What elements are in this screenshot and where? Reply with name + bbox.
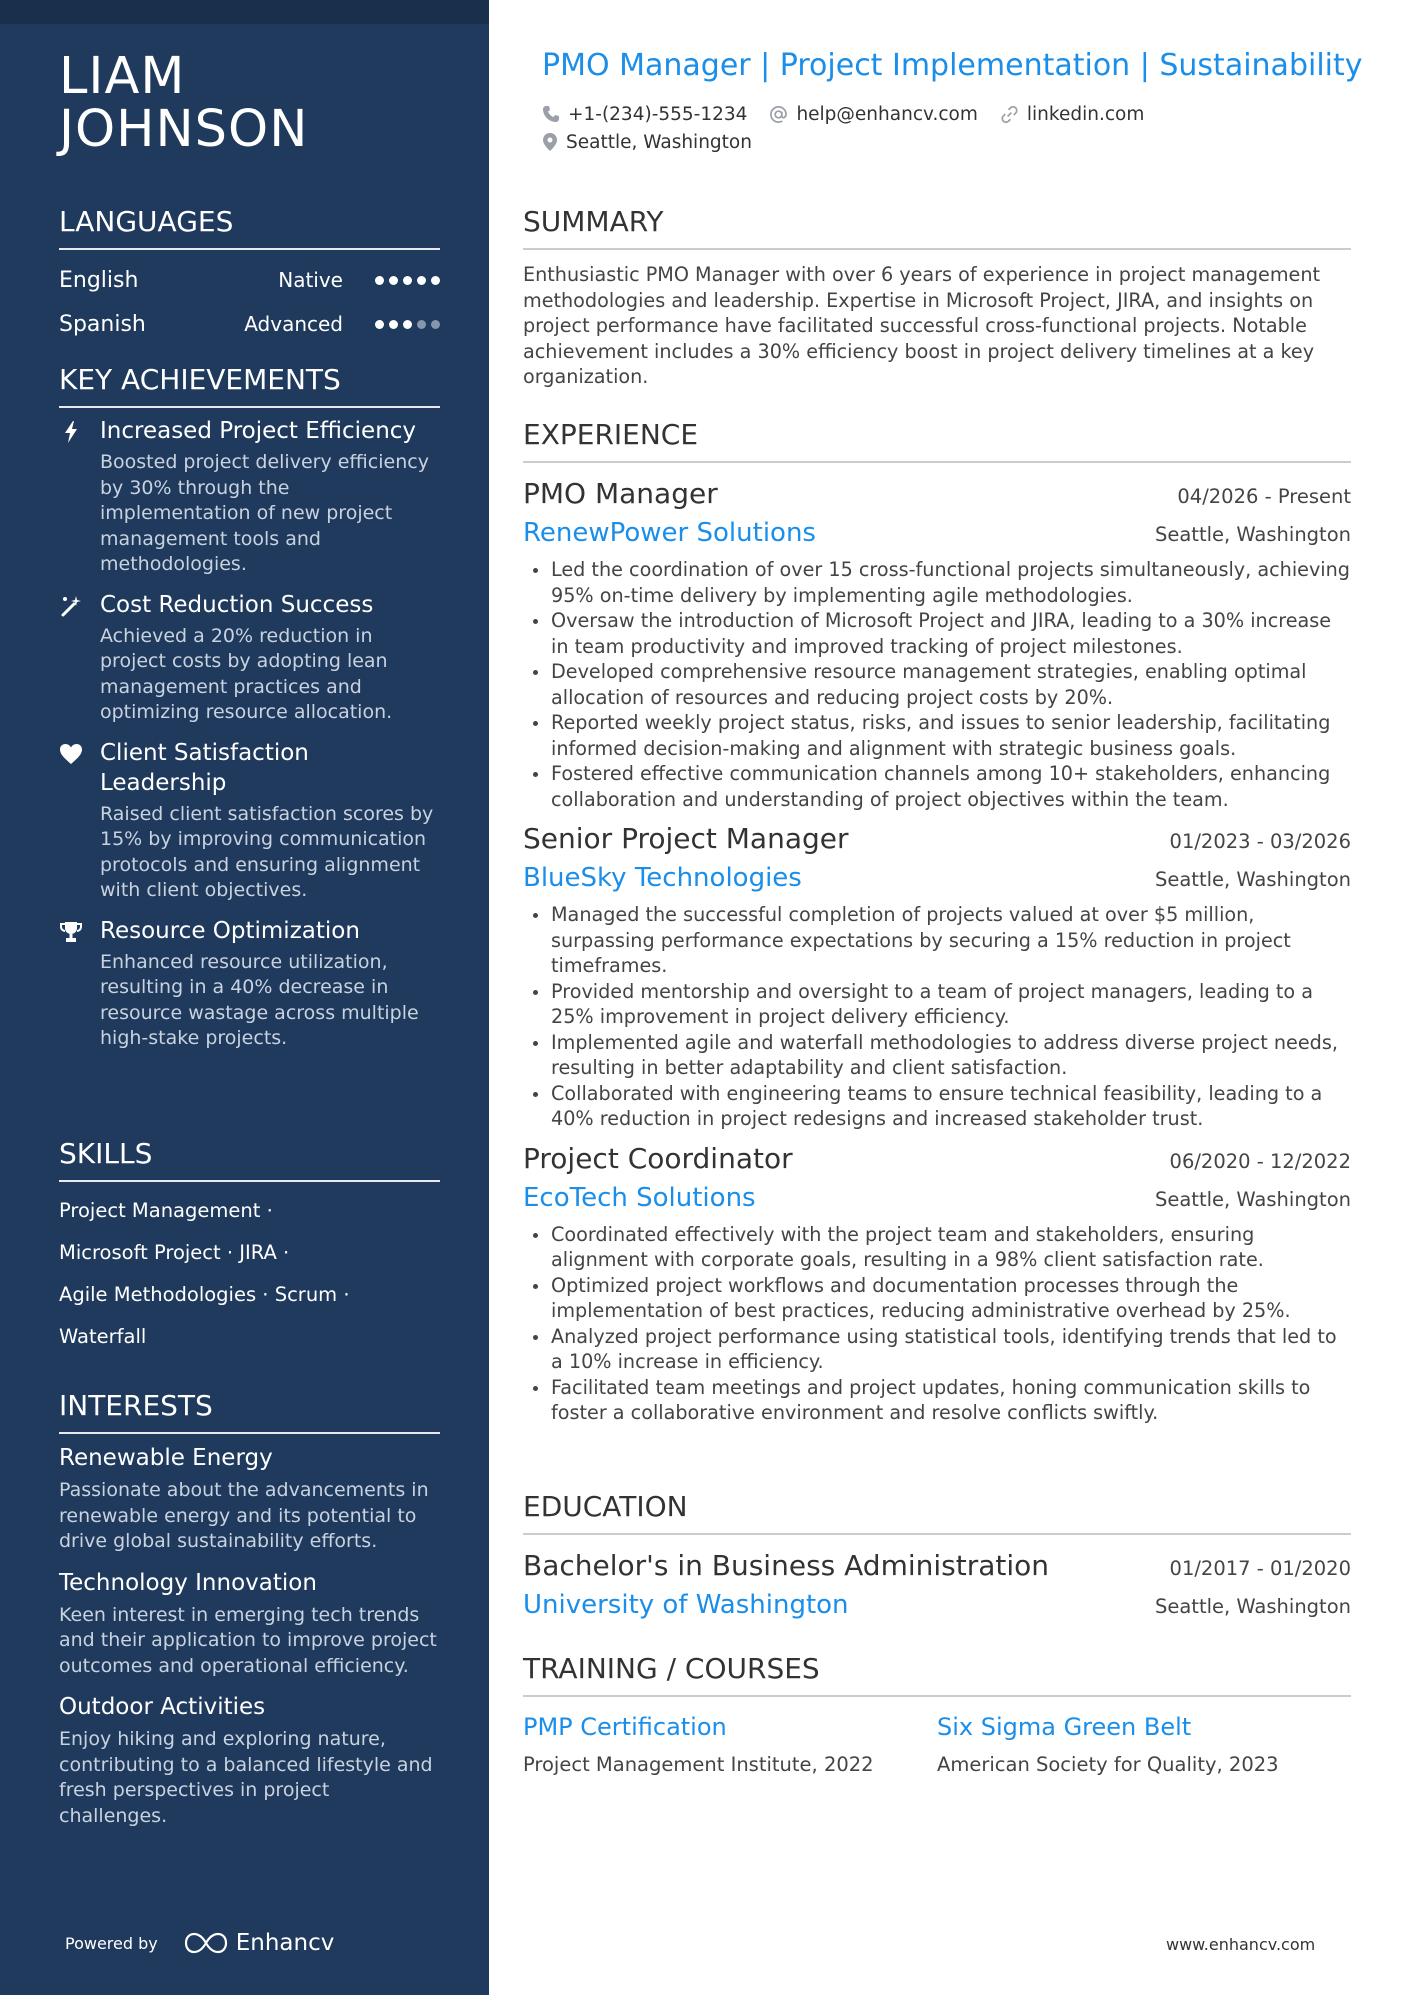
- achievement-desc: Enhanced resource utilization, resulting in a 40% decrease in resource wastage across multiple high-stake projects.: [100, 950, 419, 1049]
- summary-section: [523, 205, 1351, 390]
- achievement-title: Resource Optimization: [100, 917, 360, 944]
- magic-wand-icon: [59, 594, 83, 618]
- enhancv-logo-text: Enhancv: [235, 1930, 335, 1956]
- languages-title: LANGUAGES: [59, 205, 440, 250]
- education-dates: 01/2017 - 01/2020: [1169, 1557, 1351, 1580]
- name-last: JOHNSON: [59, 100, 309, 159]
- bullet: Implemented agile and waterfall methodologies to address diverse project needs, resulting in better adaptability and client satisfaction.: [523, 1030, 1351, 1081]
- training-section: [523, 1652, 1351, 1781]
- job-title: Senior Project Manager: [523, 822, 849, 855]
- website-link[interactable]: www.enhancv.com: [1166, 1935, 1316, 1954]
- skills-title: SKILLS: [59, 1137, 440, 1182]
- bullet: Reported weekly project status, risks, and issues to senior leadership, facilitating informed decision-making and alignment with strategic business goals.: [523, 710, 1351, 761]
- achievement-title: Cost Reduction Success: [100, 591, 374, 618]
- linkedin-text: linkedin.com: [1026, 103, 1145, 125]
- interest-title: Technology Innovation: [59, 1569, 317, 1596]
- experience-section: [523, 418, 1351, 1426]
- language-level: Advanced: [244, 312, 343, 336]
- education-title: EDUCATION: [523, 1490, 1351, 1535]
- summary-text: Enthusiastic PMO Manager with over 6 years of experience in project management methodologies and leadership. Expertise in Microsoft Project, JIRA, and insights on project performance have facilitated successful cross-functional projects. Notable achievement includes a 30% efficiency boost in project delivery timelines at a key organization.: [523, 263, 1321, 388]
- interests-section: [59, 1389, 440, 1841]
- course-item: [523, 1709, 937, 1781]
- phone-icon: [542, 105, 560, 123]
- skill-line: Microsoft Project · JIRA ·: [59, 1241, 290, 1264]
- language-row: [59, 258, 440, 302]
- proficiency-dots: [375, 276, 440, 285]
- powered-by: [65, 1930, 334, 1956]
- experience-title: EXPERIENCE: [523, 418, 1351, 463]
- job-entry: [523, 1140, 1351, 1426]
- achievement-title: Client Satisfaction Leadership: [100, 739, 309, 796]
- bullet: Managed the successful completion of projects valued at over $5 million, surpassing performance expectations by securing a 15% reduction in project timeframes.: [523, 902, 1351, 979]
- language-name: English: [59, 267, 139, 293]
- location-text: Seattle, Washington: [566, 131, 752, 153]
- education-location: Seattle, Washington: [1154, 1595, 1351, 1618]
- dot: [389, 320, 398, 329]
- enhancv-logo-icon: [184, 1932, 228, 1954]
- powered-by-label: Powered by: [65, 1933, 158, 1953]
- job-dates: 04/2026 - Present: [1177, 485, 1351, 508]
- training-title: TRAINING / COURSES: [523, 1652, 1351, 1697]
- interest-item: [59, 1442, 440, 1555]
- bullet: Oversaw the introduction of Microsoft Project and JIRA, leading to a 30% increase in team productivity and improved tracking of project milestones.: [523, 608, 1351, 659]
- dot: [417, 276, 426, 285]
- contact-linkedin[interactable]: [1000, 104, 1144, 125]
- interest-desc: Enjoy hiking and exploring nature, contributing to a balanced lifestyle and fresh perspectives in project challenges.: [59, 1728, 433, 1827]
- contact-location: [542, 132, 752, 153]
- trophy-icon: [59, 920, 83, 944]
- achievement-item: [59, 590, 440, 726]
- achievement-title: Increased Project Efficiency: [100, 418, 417, 444]
- achievement-desc: Boosted project delivery efficiency by 30% through the implementation of new project management tools and methodologies.: [100, 451, 429, 575]
- bullet: Provided mentorship and oversight to a team of project managers, leading to a 25% improvement in project delivery efficiency.: [523, 979, 1351, 1030]
- job-title: Project Coordinator: [523, 1141, 793, 1175]
- achievement-desc: Raised client satisfaction scores by 15% by improving communication protocols and ensuring alignment with client objectives.: [100, 802, 434, 901]
- course-desc: Project Management Institute, 2022: [523, 1753, 874, 1776]
- location-pin-icon: [542, 132, 558, 152]
- language-name: Spanish: [59, 311, 146, 337]
- dot: [431, 320, 440, 329]
- job-location: Seattle, Washington: [1154, 1187, 1351, 1211]
- achievement-item: [59, 416, 440, 578]
- achievement-item: [59, 738, 440, 904]
- main-content: [523, 0, 1363, 1995]
- enhancv-logo[interactable]: [184, 1930, 335, 1956]
- skill-line: Agile Methodologies · Scrum ·: [59, 1283, 350, 1306]
- job-company: BlueSky Technologies: [523, 863, 802, 893]
- dot: [403, 276, 412, 285]
- headline: PMO Manager | Project Implementation | Sustainability: [542, 48, 1363, 83]
- job-company: RenewPower Solutions: [523, 518, 816, 548]
- job-dates: 01/2023 - 03/2026: [1169, 830, 1351, 853]
- interest-desc: Keen interest in emerging tech trends and their application to improve project outcomes and operational efficiency.: [59, 1603, 437, 1677]
- education-entry: [523, 1547, 1351, 1625]
- languages-section: [59, 205, 440, 346]
- bolt-icon: [59, 420, 83, 444]
- job-location: Seattle, Washington: [1154, 523, 1351, 546]
- interest-item: [59, 1691, 440, 1829]
- dot: [389, 276, 398, 285]
- skill-line: Waterfall: [59, 1325, 147, 1348]
- skills-section: [59, 1137, 440, 1358]
- summary-title: SUMMARY: [523, 205, 1351, 250]
- bullet: Collaborated with engineering teams to ensure technical feasibility, leading to a 40% reduction in project redesigns and increased stakeholder trust.: [523, 1081, 1351, 1132]
- dot: [431, 276, 440, 285]
- job-company: EcoTech Solutions: [523, 1182, 756, 1213]
- language-level: Native: [278, 268, 343, 292]
- at-sign-icon: [769, 105, 788, 124]
- job-dates: 06/2020 - 12/2022: [1169, 1149, 1351, 1173]
- dot: [417, 320, 426, 329]
- bullet: Led the coordination of over 15 cross-functional projects simultaneously, achieving 95% on-time delivery by implementing agile methodologies.: [523, 557, 1351, 608]
- bullet: Optimized project workflows and documentation processes through the implementation of best practices, reducing administrative overhead by 25%.: [523, 1273, 1351, 1324]
- job-title: PMO Manager: [523, 477, 718, 510]
- job-bullets: [523, 902, 1351, 1132]
- sidebar-topbar: [0, 0, 489, 24]
- job-bullets: [523, 1222, 1351, 1426]
- course-item: [937, 1709, 1351, 1781]
- heart-icon: [59, 742, 83, 766]
- skill-line: Project Management ·: [59, 1199, 273, 1222]
- interest-desc: Passionate about the advancements in renewable energy and its potential to drive global sustainability efforts.: [59, 1479, 429, 1552]
- contact-email[interactable]: [769, 104, 977, 125]
- degree: Bachelor's in Business Administration: [523, 1549, 1050, 1582]
- job-entry: [523, 475, 1351, 812]
- course-title: PMP Certification: [523, 1713, 727, 1741]
- phone-text: +1-(234)-555-1234: [568, 103, 748, 125]
- achievement-item: [59, 916, 440, 1052]
- sidebar: [0, 0, 489, 1995]
- job-entry: [523, 820, 1351, 1132]
- achievements-title: KEY ACHIEVEMENTS: [59, 363, 440, 408]
- bullet: Fostered effective communication channels among 10+ stakeholders, enhancing collaboration and understanding of project objectives within the team.: [523, 761, 1351, 812]
- course-desc: American Society for Quality, 2023: [937, 1753, 1279, 1776]
- proficiency-dots: [375, 320, 440, 329]
- email-text: help@enhancv.com: [796, 103, 978, 125]
- bullet: Facilitated team meetings and project updates, honing communication skills to foster a collaborative environment and resolve conflicts swiftly.: [523, 1375, 1351, 1426]
- link-icon: [1000, 105, 1019, 124]
- name-first: LIAM: [59, 47, 186, 106]
- candidate-name: [59, 47, 309, 159]
- education-section: [523, 1490, 1351, 1625]
- job-bullets: [523, 557, 1351, 812]
- job-location: Seattle, Washington: [1154, 868, 1351, 891]
- language-row: [59, 302, 440, 346]
- bullet: Analyzed project performance using statistical tools, identifying trends that led to a 10% increase in efficiency.: [523, 1324, 1351, 1375]
- dot: [375, 320, 384, 329]
- interests-title: INTERESTS: [59, 1389, 440, 1434]
- interest-title: Outdoor Activities: [59, 1694, 266, 1720]
- bullet: Developed comprehensive resource management strategies, enabling optimal allocation of resources and reducing project costs by 20%.: [523, 659, 1351, 710]
- interest-title: Renewable Energy: [59, 1445, 273, 1471]
- achievement-desc: Achieved a 20% reduction in project costs by adopting lean management practices and optimizing resource allocation.: [100, 624, 393, 723]
- dot: [375, 276, 384, 285]
- contact-info: [542, 100, 1342, 156]
- achievements-section: [59, 363, 440, 1064]
- interest-item: [59, 1567, 440, 1680]
- bullet: Coordinated effectively with the project team and stakeholders, ensuring alignment with corporate goals, resulting in a 98% client satisfaction rate.: [523, 1222, 1351, 1273]
- school: University of Washington: [523, 1590, 849, 1620]
- course-title: Six Sigma Green Belt: [937, 1713, 1192, 1741]
- contact-phone: [542, 104, 747, 125]
- dot: [403, 320, 412, 329]
